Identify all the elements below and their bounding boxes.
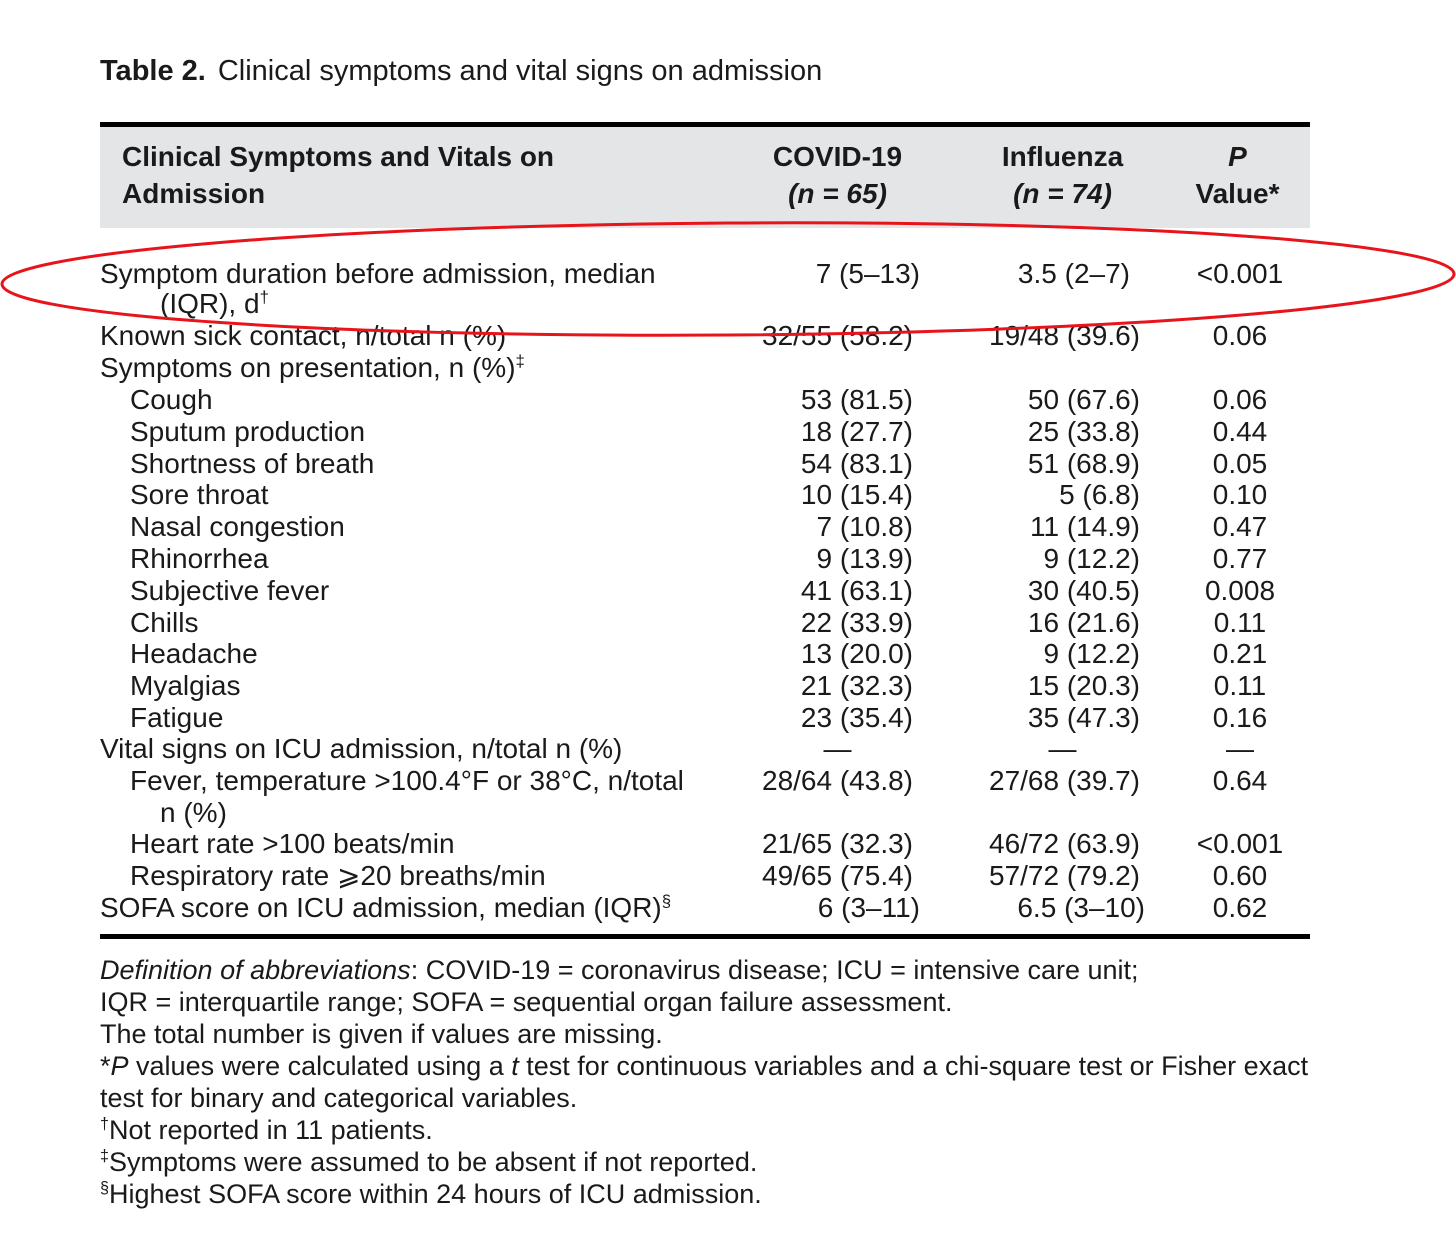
cell-covid: 7 (5–13): [815, 258, 920, 289]
cell-influenza: 9 (12.2): [1043, 638, 1140, 669]
cell-pvalue: 0.06: [1212, 320, 1268, 351]
header-influenza-n: (n = 74): [1013, 178, 1112, 209]
cell-pvalue: 0.008: [1204, 575, 1276, 606]
cell-pvalue: 0.05: [1212, 448, 1268, 479]
row-label-text: Symptoms on presentation, n (%): [100, 352, 516, 383]
footnote-abbreviations: [100, 954, 1330, 986]
cell-covid: 21 (32.3): [800, 670, 913, 701]
cell-pvalue: —: [1226, 733, 1254, 764]
row-label: [100, 352, 525, 384]
row-label: [100, 258, 656, 290]
cell-covid: 53 (81.5): [800, 384, 913, 415]
cell-pvalue: 0.11: [1213, 670, 1267, 701]
cell-influenza: 51 (68.9): [1027, 448, 1140, 479]
cell-influenza: 5 (6.8): [1059, 479, 1140, 510]
cell-pvalue: <0.001: [1196, 258, 1284, 289]
row-label-line2: n (%): [160, 797, 227, 828]
cell-pvalue: 0.47: [1212, 511, 1268, 542]
table-label: Table 2.: [100, 55, 206, 87]
footnote-p-italic: P: [110, 1051, 129, 1081]
table-caption: [100, 55, 822, 88]
footnote-mark: §: [100, 1179, 110, 1197]
cell-covid: 21/65 (32.3): [762, 828, 913, 859]
cell-covid: —: [823, 733, 852, 764]
cell-influenza: 15 (20.3): [1027, 670, 1140, 701]
header-covid-line1: COVID-19: [772, 141, 903, 172]
row-label: [100, 892, 671, 924]
footnote-mark: ‡: [515, 351, 525, 371]
cell-covid: 28/64 (43.8): [762, 765, 913, 796]
cell-pvalue: 0.60: [1212, 860, 1268, 891]
cell-influenza: 35 (47.3): [1027, 702, 1140, 733]
table-bottom-rule: [100, 934, 1310, 939]
cell-influenza: 16 (21.6): [1027, 607, 1140, 638]
footnote-total: The total number is given if values are missing.: [100, 1019, 663, 1049]
footnote-pvalue-cont: test for binary and categorical variables.: [100, 1083, 578, 1113]
cell-covid: 41 (63.1): [800, 575, 913, 606]
cell-covid: 32/55 (58.2): [762, 320, 913, 351]
footnote-abbrev-lead: Definition of abbreviations: [100, 955, 411, 985]
row-label: Rhinorrhea: [130, 543, 269, 574]
row-label-text: SOFA score on ICU admission, median (IQR): [100, 892, 662, 923]
header-influenza: [975, 138, 1150, 212]
cell-pvalue: 0.16: [1212, 702, 1268, 733]
cell-covid: 23 (35.4): [800, 702, 913, 733]
footnote-pvalue: [100, 1050, 1330, 1082]
cell-influenza: 27/68 (39.7): [989, 765, 1140, 796]
footnote-mark: *: [100, 1051, 111, 1081]
cell-pvalue: 0.11: [1213, 607, 1267, 638]
cell-pvalue: 0.44: [1212, 416, 1268, 447]
row-label: Cough: [130, 384, 213, 415]
header-pvalue-line2: Value*: [1195, 178, 1280, 209]
header-stub-line1: Clinical Symptoms and Vitals on: [122, 141, 555, 172]
footnote-mark: †: [100, 1115, 110, 1133]
cell-covid: 54 (83.1): [800, 448, 913, 479]
footnote-mark: §: [661, 891, 672, 911]
cell-pvalue: <0.001: [1196, 828, 1284, 859]
row-label: Sputum production: [130, 416, 366, 447]
row-label-line2: [160, 288, 269, 320]
cell-covid: 13 (20.0): [800, 638, 913, 669]
header-stub: [122, 138, 554, 212]
cell-influenza: 9 (12.2): [1043, 543, 1140, 574]
footnote-abbrev-text: : COVID-19 = coronavirus disease; ICU = intensive care unit;: [410, 955, 1139, 985]
row-label: Chills: [130, 607, 199, 638]
footnote-abbreviations-cont: IQR = interquartile range; SOFA = sequential organ failure assessment.: [100, 987, 953, 1017]
footnote-double-dagger: [100, 1146, 1330, 1178]
row-label: Nasal congestion: [130, 511, 345, 542]
row-label-line2-text: (IQR), d: [160, 288, 260, 319]
cell-pvalue: 0.62: [1212, 892, 1268, 923]
row-label: Known sick contact, n/total n (%): [100, 320, 507, 351]
cell-covid: 10 (15.4): [800, 479, 913, 510]
table-footnotes: [100, 954, 1330, 1210]
cell-influenza: 3.5 (2–7): [1017, 258, 1130, 289]
cell-pvalue: 0.06: [1212, 384, 1268, 415]
cell-covid: 9 (13.9): [816, 543, 913, 574]
cell-pvalue: 0.77: [1212, 543, 1268, 574]
footnote-mark: †: [259, 287, 269, 307]
footnote-mark: ‡: [100, 1147, 110, 1165]
row-label: Headache: [130, 638, 258, 669]
cell-influenza: 46/72 (63.9): [989, 828, 1140, 859]
cell-influenza: 57/72 (79.2): [989, 860, 1140, 891]
footnote-p-text-b: test for continuous variables and a chi-square test or Fisher exact: [518, 1051, 1309, 1081]
cell-covid: 7 (10.8): [816, 511, 913, 542]
cell-influenza: 30 (40.5): [1027, 575, 1140, 606]
cell-covid: 49/65 (75.4): [762, 860, 913, 891]
header-pvalue-line1: P: [1228, 141, 1247, 172]
row-label: Fatigue: [130, 702, 224, 733]
row-label: Vital signs on ICU admission, n/total n (%): [100, 733, 623, 764]
header-covid: [745, 138, 930, 212]
row-label: Fever, temperature >100.4°F or 38°C, n/total: [130, 765, 684, 796]
cell-covid: 22 (33.9): [800, 607, 913, 638]
footnote-dagger-text: Not reported in 11 patients.: [109, 1115, 433, 1145]
row-label: Heart rate >100 beats/min: [130, 828, 455, 859]
footnote-t-italic: t: [511, 1051, 519, 1081]
cell-influenza: 50 (67.6): [1027, 384, 1140, 415]
header-stub-line2: Admission: [122, 178, 266, 209]
table-title: Clinical symptoms and vital signs on admission: [217, 55, 823, 87]
cell-influenza: —: [1048, 733, 1077, 764]
header-influenza-line1: Influenza: [1001, 141, 1124, 172]
footnote-section-text: Highest SOFA score within 24 hours of ICU admission.: [109, 1179, 762, 1209]
cell-pvalue: 0.10: [1212, 479, 1268, 510]
header-covid-n: (n = 65): [788, 178, 887, 209]
cell-covid: 18 (27.7): [800, 416, 913, 447]
cell-influenza: 19/48 (39.6): [989, 320, 1140, 351]
cell-influenza: 6.5 (3–10): [1017, 892, 1145, 923]
cell-influenza: 11 (14.9): [1030, 511, 1140, 542]
footnote-dagger: [100, 1114, 1330, 1146]
footnote-section: [100, 1178, 1330, 1210]
row-label: Sore throat: [130, 479, 269, 510]
row-label: Myalgias: [130, 670, 241, 701]
row-label-line1: Symptom duration before admission, median: [100, 258, 656, 289]
footnote-ddagger-text: Symptoms were assumed to be absent if not reported.: [109, 1147, 758, 1177]
row-label: Shortness of breath: [130, 448, 375, 479]
cell-covid: 6 (3–11): [817, 892, 920, 923]
cell-pvalue: 0.21: [1212, 638, 1268, 669]
footnote-p-text-a: values were calculated using a: [128, 1051, 512, 1081]
header-pvalue: [1175, 138, 1300, 212]
row-label: Respiratory rate ⩾20 breaths/min: [130, 860, 546, 891]
row-label: Subjective fever: [130, 575, 330, 606]
cell-pvalue: 0.64: [1212, 765, 1268, 796]
cell-influenza: 25 (33.8): [1027, 416, 1140, 447]
